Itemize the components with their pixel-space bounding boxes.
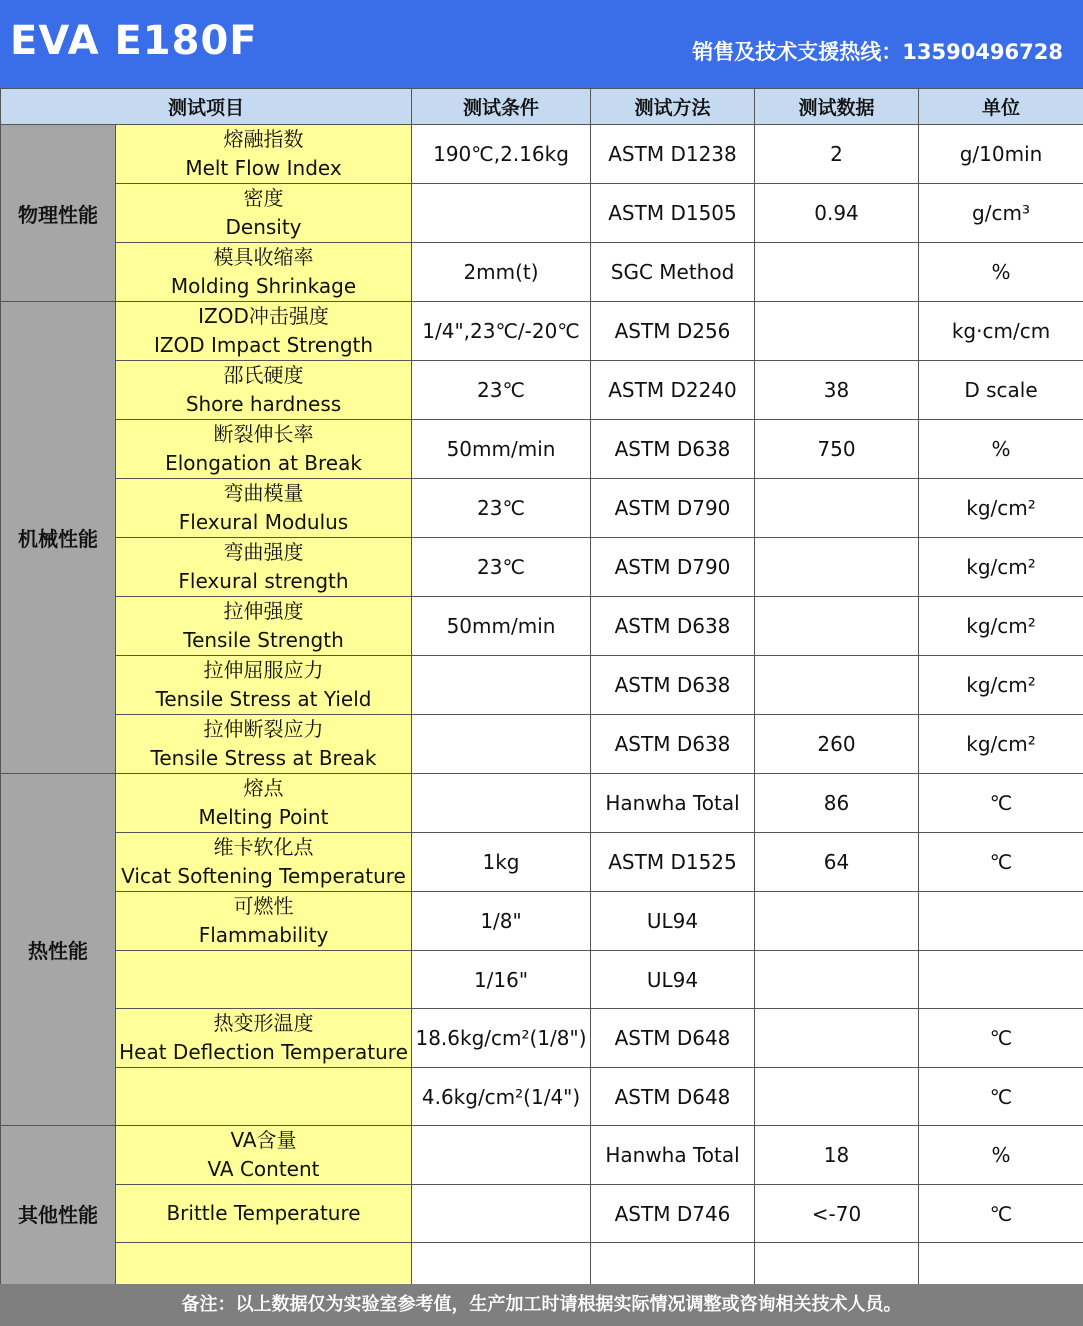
test-value-cell (755, 302, 919, 361)
test-condition-cell: 50mm/min (412, 597, 591, 656)
test-condition-cell: 23℃ (412, 361, 591, 420)
test-method-cell: ASTM D2240 (591, 361, 755, 420)
test-item-english: Tensile Stress at Break (150, 746, 377, 770)
column-header-data: 测试数据 (755, 89, 919, 125)
table-row (1, 951, 1083, 1009)
header-bar (0, 0, 1083, 88)
test-condition-cell (412, 184, 591, 243)
test-item-cell (116, 361, 412, 420)
test-item-cell (116, 479, 412, 538)
unit-cell: % (919, 1126, 1083, 1185)
test-item-english: Heat Deflection Temperature (119, 1040, 408, 1064)
test-method-cell: SGC Method (591, 243, 755, 302)
table-row (1, 656, 1083, 715)
test-value-cell (755, 951, 919, 1009)
test-item-chinese: 维卡软化点 (213, 835, 314, 859)
unit-cell: g/10min (919, 125, 1083, 184)
test-value-cell (755, 892, 919, 951)
table-row (1, 1009, 1083, 1068)
test-item-chinese: 热变形温度 (213, 1011, 314, 1035)
test-condition-cell: 1kg (412, 833, 591, 892)
test-method-cell: ASTM D746 (591, 1185, 755, 1243)
test-item-english: VA Content (207, 1157, 320, 1181)
unit-cell: kg/cm² (919, 656, 1083, 715)
test-method-cell: ASTM D638 (591, 715, 755, 774)
table-row (1, 302, 1083, 361)
test-method-cell: ASTM D648 (591, 1009, 755, 1068)
unit-cell: kg/cm² (919, 715, 1083, 774)
column-header-test-item: 测试项目 (1, 89, 412, 125)
unit-cell (919, 951, 1083, 1009)
test-item-english: Shore hardness (185, 392, 342, 416)
test-condition-cell (412, 1185, 591, 1243)
test-item-cell (116, 1068, 412, 1126)
test-item-english: Vicat Softening Temperature (121, 864, 406, 888)
test-method-cell: ASTM D1525 (591, 833, 755, 892)
footer-note: 备注：以上数据仅为实验室参考值，生产加工时请根据实际情况调整或咨询相关技术人员。 (0, 1284, 1083, 1326)
test-value-cell: 18 (755, 1126, 919, 1185)
table-row (1, 1068, 1083, 1126)
test-value-cell: 750 (755, 420, 919, 479)
test-value-cell (755, 1009, 919, 1068)
table-row (1, 479, 1083, 538)
test-item-chinese: 拉伸断裂应力 (203, 717, 324, 741)
test-item-cell (116, 184, 412, 243)
test-method-cell: UL94 (591, 951, 755, 1009)
test-condition-cell: 190℃,2.16kg (412, 125, 591, 184)
test-item-chinese: VA含量 (230, 1128, 297, 1152)
test-item-cell (116, 420, 412, 479)
test-condition-cell (412, 774, 591, 833)
table-row (1, 774, 1083, 833)
table-row (1, 715, 1083, 774)
unit-cell: kg·cm/cm (919, 302, 1083, 361)
category-label: 物理性能 (1, 125, 116, 302)
table-row (1, 538, 1083, 597)
table-body (1, 125, 1083, 1301)
test-value-cell (755, 1068, 919, 1126)
unit-cell: kg/cm² (919, 597, 1083, 656)
test-item-chinese: 邵氏硬度 (223, 363, 304, 387)
test-item-chinese: 断裂伸长率 (213, 422, 314, 446)
test-item-english: IZOD Impact Strength (153, 333, 374, 357)
test-item-cell (116, 833, 412, 892)
table-row (1, 184, 1083, 243)
test-item-cell (116, 892, 412, 951)
test-method-cell: ASTM D790 (591, 538, 755, 597)
test-item-english: Elongation at Break (165, 451, 362, 475)
test-value-cell (755, 656, 919, 715)
test-item-chinese: 可燃性 (233, 894, 294, 918)
test-item-english: Tensile Stress at Yield (155, 687, 372, 711)
column-header-condition: 测试条件 (412, 89, 591, 125)
test-item-chinese: 熔点 (243, 776, 284, 800)
category-label: 热性能 (1, 774, 116, 1126)
test-item-english: Melt Flow Index (185, 156, 342, 180)
support-hotline: 销售及技术支援热线：13590496728 (692, 40, 1063, 64)
spec-table (0, 88, 1083, 1301)
test-item-cell (116, 597, 412, 656)
test-method-cell: ASTM D648 (591, 1068, 755, 1126)
test-method-cell: ASTM D638 (591, 597, 755, 656)
unit-cell: ℃ (919, 1185, 1083, 1243)
test-condition-cell (412, 1126, 591, 1185)
test-value-cell (755, 479, 919, 538)
test-condition-cell: 18.6kg/cm²(1/8") (412, 1009, 591, 1068)
category-label: 机械性能 (1, 302, 116, 774)
unit-cell: % (919, 243, 1083, 302)
table-row (1, 597, 1083, 656)
test-item-cell (116, 1126, 412, 1185)
table-row (1, 833, 1083, 892)
test-item-cell (116, 1009, 412, 1068)
test-condition-cell: 23℃ (412, 479, 591, 538)
test-item-cell (116, 951, 412, 1009)
test-value-cell: 2 (755, 125, 919, 184)
test-value-cell (755, 538, 919, 597)
unit-cell: ℃ (919, 1009, 1083, 1068)
unit-cell: kg/cm² (919, 538, 1083, 597)
test-method-cell: ASTM D256 (591, 302, 755, 361)
test-method-cell: ASTM D790 (591, 479, 755, 538)
test-item-cell (116, 243, 412, 302)
test-item-english: Flexural strength (178, 569, 349, 593)
table-row (1, 420, 1083, 479)
category-label: 其他性能 (1, 1126, 116, 1301)
test-item-english: Melting Point (198, 805, 329, 829)
table-row (1, 243, 1083, 302)
test-item-cell (116, 538, 412, 597)
product-title: EVA E180F (10, 18, 258, 64)
test-item-english: Density (225, 215, 302, 239)
table-row (1, 892, 1083, 951)
test-item-chinese: 弯曲强度 (223, 540, 304, 564)
test-item-chinese: 模具收缩率 (213, 245, 314, 269)
test-method-cell: ASTM D1238 (591, 125, 755, 184)
unit-cell: D scale (919, 361, 1083, 420)
test-value-cell (755, 597, 919, 656)
test-condition-cell (412, 656, 591, 715)
test-value-cell: 260 (755, 715, 919, 774)
test-condition-cell: 23℃ (412, 538, 591, 597)
test-item-cell (116, 125, 412, 184)
unit-cell: ℃ (919, 1068, 1083, 1126)
test-item-chinese: IZOD冲击强度 (198, 304, 329, 328)
test-method-cell: ASTM D638 (591, 420, 755, 479)
test-item-chinese: 弯曲模量 (223, 481, 304, 505)
test-item-english: Flexural Modulus (178, 510, 349, 534)
test-condition-cell: 50mm/min (412, 420, 591, 479)
test-value-cell: 86 (755, 774, 919, 833)
test-value-cell (755, 243, 919, 302)
unit-cell (919, 892, 1083, 951)
unit-cell: g/cm³ (919, 184, 1083, 243)
unit-cell: ℃ (919, 833, 1083, 892)
test-item-english: Molding Shrinkage (170, 274, 357, 298)
table-row (1, 361, 1083, 420)
test-item-english: Tensile Strength (183, 628, 344, 652)
test-item-cell (116, 302, 412, 361)
unit-cell: kg/cm² (919, 479, 1083, 538)
test-method-cell: UL94 (591, 892, 755, 951)
test-condition-cell: 1/8" (412, 892, 591, 951)
test-item-chinese: 拉伸屈服应力 (203, 658, 324, 682)
test-method-cell: ASTM D638 (591, 656, 755, 715)
test-item-cell (116, 656, 412, 715)
table-header-row (1, 89, 1083, 125)
test-condition-cell: 1/4",23℃/-20℃ (412, 302, 591, 361)
table-row (1, 1126, 1083, 1185)
test-method-cell: Hanwha Total (591, 1126, 755, 1185)
test-item-cell (116, 715, 412, 774)
unit-cell: ℃ (919, 774, 1083, 833)
unit-cell: % (919, 420, 1083, 479)
test-item-chinese: 拉伸强度 (223, 599, 304, 623)
test-item-chinese: 密度 (243, 186, 284, 210)
test-method-cell: ASTM D1505 (591, 184, 755, 243)
table-row (1, 125, 1083, 184)
test-item-english: Flammability (198, 923, 329, 947)
test-condition-cell: 2mm(t) (412, 243, 591, 302)
test-value-cell: 38 (755, 361, 919, 420)
test-value-cell: 0.94 (755, 184, 919, 243)
test-item-cell (116, 774, 412, 833)
test-value-cell: <-70 (755, 1185, 919, 1243)
column-header-unit: 单位 (919, 89, 1083, 125)
test-condition-cell: 4.6kg/cm²(1/4") (412, 1068, 591, 1126)
table-row (1, 1185, 1083, 1243)
test-item-cell (116, 1185, 412, 1243)
test-item-english: Brittle Temperature (166, 1201, 361, 1225)
test-item-chinese: 熔融指数 (223, 127, 304, 151)
test-method-cell: Hanwha Total (591, 774, 755, 833)
column-header-method: 测试方法 (591, 89, 755, 125)
test-value-cell: 64 (755, 833, 919, 892)
test-condition-cell (412, 715, 591, 774)
test-condition-cell: 1/16" (412, 951, 591, 1009)
